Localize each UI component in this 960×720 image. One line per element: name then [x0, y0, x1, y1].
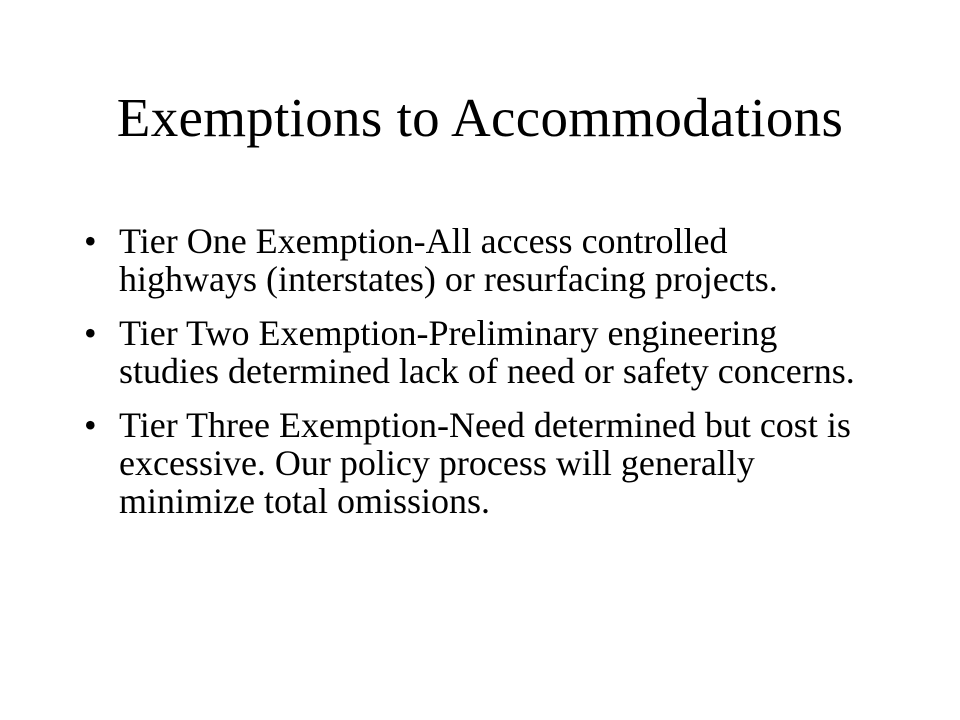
bullet-icon: •	[84, 405, 97, 445]
bullet-item-tier-two	[84, 314, 874, 390]
slide-title: Exemptions to Accommodations	[116, 87, 844, 148]
bullet-icon: •	[84, 313, 97, 353]
bullet-text: Tier Two Exemption-Preliminary engineering studies determined lack of need or safety concerns.	[119, 313, 855, 391]
bullet-item-tier-one	[84, 222, 874, 298]
bullet-text: Tier One Exemption-All access controlled highways (interstates) or resurfacing projects.	[119, 221, 778, 299]
bullet-icon: •	[84, 221, 97, 261]
bullet-item-tier-three	[84, 406, 874, 520]
bullet-text: Tier Three Exemption-Need determined but cost is excessive. Our policy process will generally minimize total omissions.	[119, 405, 851, 521]
bullet-list	[84, 222, 874, 536]
